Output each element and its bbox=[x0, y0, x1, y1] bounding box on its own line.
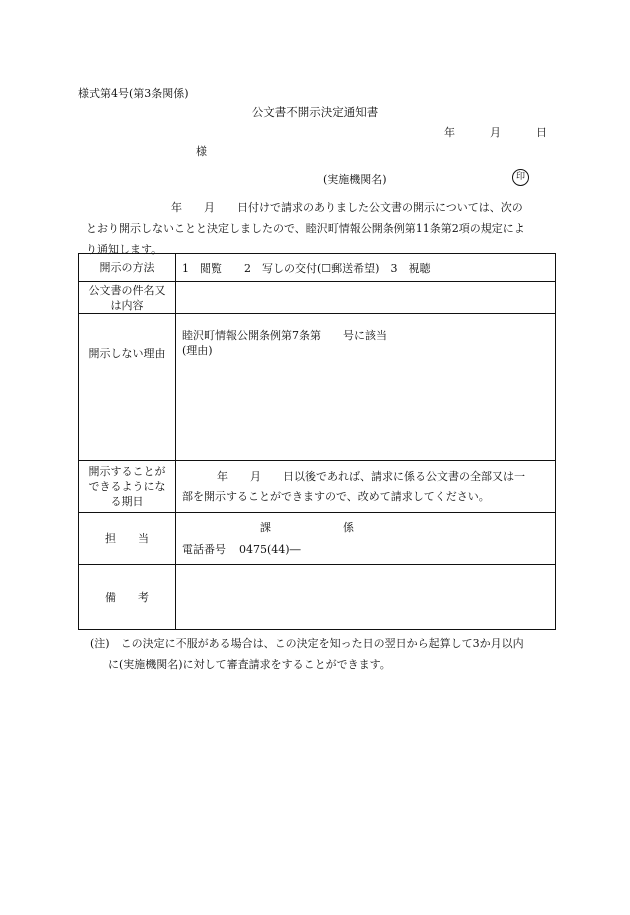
intro-line: とおり開示しないことと決定しましたので、睦沢町情報公開条例第11条第2項の規定によ bbox=[86, 222, 525, 235]
phone-value: 0475(44)― bbox=[239, 542, 301, 556]
label-line: 開示することが bbox=[88, 465, 166, 478]
footnote-line: に(実施機関名)に対して審査請求をすることができます。 bbox=[108, 658, 391, 671]
possible-date-line: 部を開示することができますので、改めて請求してください。 bbox=[182, 489, 490, 503]
remarks-label: 備 考 bbox=[79, 565, 176, 630]
issue-date bbox=[444, 124, 547, 140]
reason-line: 睦沢町情報公開条例第7条第 号に該当 bbox=[182, 329, 387, 342]
row-contact bbox=[79, 513, 556, 565]
document-title-label bbox=[79, 282, 176, 314]
possible-date-label bbox=[79, 461, 176, 513]
document-title: 公文書不開示決定通知書 bbox=[251, 105, 379, 119]
footnote-line: (注) この決定に不服がある場合は、この決定を知った日の翌日から起算して3か月以内 bbox=[90, 637, 524, 650]
row-method bbox=[79, 254, 556, 282]
possible-date-line: 年 月 日以後であれば、請求に係る公文書の全部又は一 bbox=[217, 469, 525, 483]
label-line: できるようにな bbox=[88, 480, 166, 493]
contact-label: 担 当 bbox=[79, 513, 176, 565]
document-title-value bbox=[176, 282, 556, 314]
reason-label: 開示しない理由 bbox=[79, 314, 176, 461]
form-number: 様式第4号(第3条関係) bbox=[78, 87, 189, 100]
seal-mark: 印 bbox=[512, 169, 529, 186]
row-document-title bbox=[79, 282, 556, 314]
possible-date-value bbox=[176, 461, 556, 513]
intro-paragraph bbox=[78, 197, 550, 260]
date-month: 月 bbox=[490, 126, 501, 139]
decision-table bbox=[78, 253, 556, 630]
contact-dept bbox=[182, 517, 551, 539]
row-possible-date bbox=[79, 461, 556, 513]
row-remarks bbox=[79, 565, 556, 630]
reason-line: (理由) bbox=[182, 344, 213, 357]
row-reason bbox=[79, 314, 556, 461]
subsection-label: 係 bbox=[343, 520, 354, 534]
method-value: 1 閲覧 2 写しの交付(☐郵送希望) 3 視聴 bbox=[176, 254, 556, 282]
contact-value bbox=[176, 513, 556, 565]
agency-name: (実施機関名) bbox=[323, 173, 387, 186]
label-line: は内容 bbox=[110, 298, 144, 312]
date-year: 年 bbox=[444, 126, 455, 139]
reason-value bbox=[176, 314, 556, 461]
phone-label: 電話番号 bbox=[182, 542, 226, 556]
date-day: 日 bbox=[536, 126, 547, 139]
intro-line: り通知します。 bbox=[86, 243, 163, 256]
contact-phone bbox=[182, 539, 551, 561]
section-label: 課 bbox=[260, 520, 271, 534]
method-label: 開示の方法 bbox=[79, 254, 176, 282]
label-line: 公文書の件名又 bbox=[88, 283, 166, 297]
label-line: る期日 bbox=[110, 495, 144, 508]
intro-line: 年 月 日付けで請求のありました公文書の開示については、次の bbox=[171, 201, 523, 214]
addressee-suffix: 様 bbox=[196, 145, 207, 158]
footnote bbox=[78, 633, 568, 675]
remarks-value bbox=[176, 565, 556, 630]
